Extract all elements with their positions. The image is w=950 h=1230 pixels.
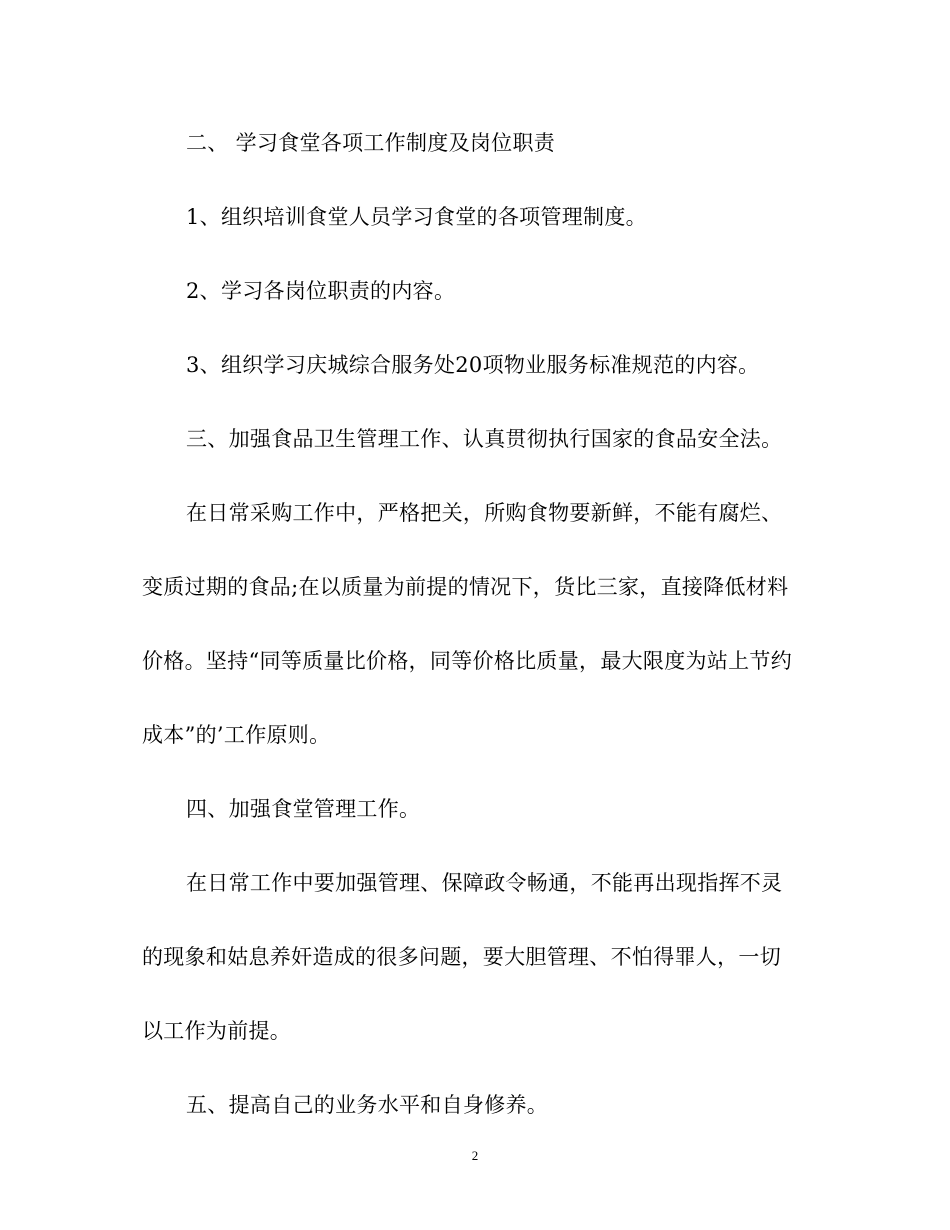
list-item-3: 3、组织学习庆城综合服务处20项物业服务标准规范的内容。	[186, 353, 760, 377]
section-heading-2: 二、 学习食堂各项工作制度及岗位职责	[186, 131, 556, 155]
section-heading-4: 四、加强食堂管理工作。	[186, 797, 421, 821]
section-heading-5: 五、提高自己的业务水平和自身修养。	[186, 1093, 549, 1117]
paragraph-line: 的现象和姑息养奸造成的很多问题，要大胆管理、不怕得罪人，一切	[142, 945, 781, 969]
list-item-1: 1、组织培训食堂人员学习食堂的各项管理制度。	[186, 205, 647, 229]
list-item-2: 2、学习各岗位职责的内容。	[186, 279, 456, 303]
paragraph-line: 在日常采购工作中，严格把关，所购食物要新鲜，不能有腐烂、	[186, 501, 783, 525]
paragraph-line: 价格。坚持“同等质量比价格，同等价格比质量，最大限度为站上节约	[142, 649, 793, 673]
section-heading-3: 三、加强食品卫生管理工作、认真贯彻执行国家的食品安全法。	[186, 427, 783, 451]
paragraph-line: 以工作为前提。	[142, 1019, 292, 1043]
paragraph-line: 变质过期的食品;在以质量为前提的情况下，货比三家，直接降低材料	[142, 575, 789, 599]
page-number: 2	[471, 1148, 479, 1163]
paragraph-line: 在日常工作中要加强管理、保障政令畅通，不能再出现指挥不灵	[186, 871, 783, 895]
paragraph-line: 成本”的’工作原则。	[142, 723, 331, 747]
